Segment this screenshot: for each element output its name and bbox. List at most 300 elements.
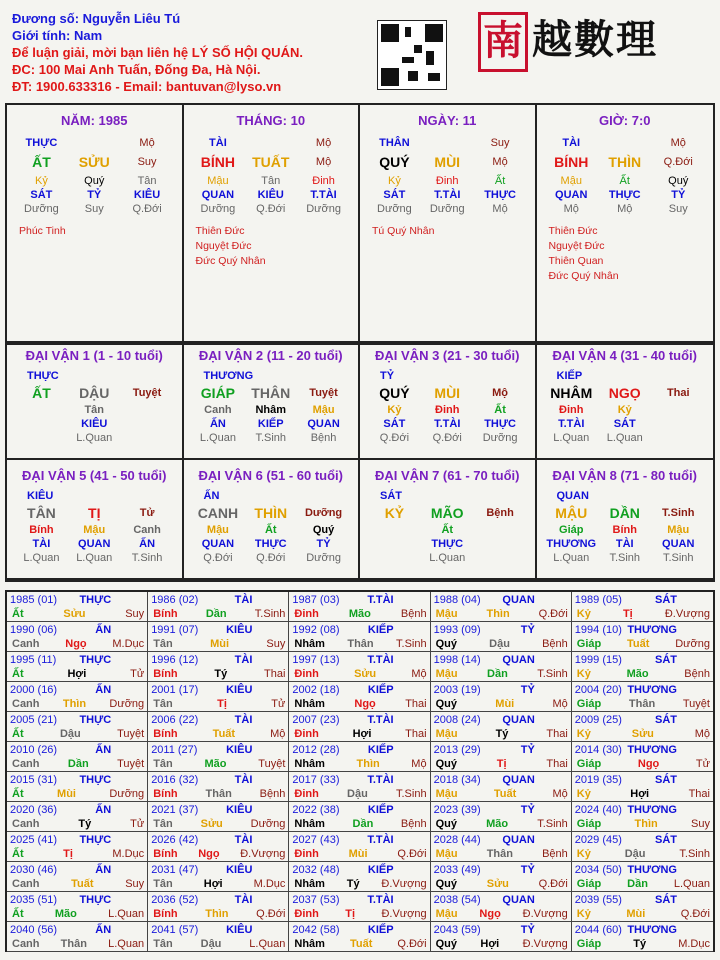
luck-stem-branch: THÌN — [254, 505, 288, 521]
year-pillar-row — [577, 817, 710, 831]
year-cell — [572, 652, 713, 682]
year-god: THỰC — [79, 654, 112, 666]
luck-hidden-god: THỰC — [431, 538, 464, 550]
year-god: THƯƠNG — [627, 924, 677, 936]
year-pillar-row — [153, 667, 285, 681]
year-cell — [431, 682, 572, 712]
year-label: 1985 (01) — [10, 594, 58, 606]
luck-hidden-row — [184, 403, 359, 417]
pillar-hidden-stem: Tân — [261, 175, 281, 187]
pillar-stem-branch: ẤT — [32, 154, 51, 170]
year-cell — [7, 742, 148, 772]
year-state: Tuyệt — [117, 758, 145, 770]
year-cell — [7, 832, 148, 862]
year-state: Bệnh — [400, 818, 427, 830]
year-label: 1986 (02) — [151, 594, 199, 606]
pillar-stem-branch: Suy — [137, 156, 157, 168]
year-cell — [289, 682, 430, 712]
year-state: L.Quan — [108, 938, 145, 950]
luck-period-title: ĐẠI VẬN 6 (51 - 60 tuổi) — [198, 468, 343, 483]
pillar-stem-branch-row — [537, 152, 714, 172]
luck-stem-branch: NHÂM — [550, 385, 593, 401]
year-label: 2000 (16) — [10, 684, 58, 696]
pillar-hidden-god: QUAN — [201, 189, 235, 201]
luck-hidden-stem: Bính — [29, 524, 54, 536]
year-stem: Quý — [435, 638, 457, 650]
pillar-hidden-gods-row — [7, 188, 182, 202]
pillar-gods-row — [360, 136, 535, 150]
year-branch: Tuất — [349, 938, 373, 950]
year-label: 2012 (28) — [292, 744, 340, 756]
luck-hidden-stem — [121, 403, 174, 417]
pillar-hidden-god: TỶ — [671, 189, 686, 201]
pillar-state: Suy — [84, 203, 104, 215]
year-pillar-row — [577, 757, 710, 771]
year-state: Đ.Vượng — [240, 848, 286, 860]
pillar-gods-row — [184, 136, 359, 150]
pillar-hidden-god: KIÊU — [257, 189, 284, 201]
year-pillar-row — [577, 847, 710, 861]
year-branch: Mão — [486, 818, 509, 830]
year-god: ẤN — [95, 684, 112, 696]
luck-hidden-god: QUAN — [307, 418, 340, 430]
year-stem: Đinh — [294, 608, 319, 620]
pillar-god: THÂN — [379, 137, 410, 149]
luck-stem-branch: Dưỡng — [304, 507, 343, 519]
luck-hidden-stem: Tân — [84, 404, 105, 416]
year-pillar-row — [577, 637, 710, 651]
pillar-title: NGÀY: 11 — [418, 113, 477, 128]
year-state: Q.Đới — [538, 878, 568, 890]
year-state: Tuyệt — [682, 698, 710, 710]
year-stem: Quý — [435, 698, 457, 710]
year-branch: Hợi — [630, 788, 650, 800]
year-stem: Đinh — [294, 908, 319, 920]
luck-hidden-god: QUAN — [78, 538, 111, 550]
pillar-stem-branch: Mộ — [315, 156, 332, 168]
year-branch: Dậu — [489, 638, 510, 650]
year-state: M.Dục — [112, 638, 145, 650]
year-branch: Tị — [496, 758, 507, 770]
year-pillar-row — [577, 907, 710, 921]
luck-hidden-gods-row — [7, 537, 182, 551]
year-cell — [148, 592, 289, 622]
year-label: 1997 (13) — [292, 654, 340, 666]
year-branch: Thân — [347, 638, 374, 650]
luck-states-row — [184, 551, 359, 565]
year-label: 2026 (42) — [151, 834, 199, 846]
year-cell — [7, 592, 148, 622]
year-state: Tuyệt — [258, 758, 286, 770]
year-branch: Mùi — [495, 698, 515, 710]
pillar-hidden-row — [184, 174, 359, 188]
luck-hidden-god: THƯƠNG — [546, 538, 597, 550]
year-god: KIẾP — [367, 804, 394, 816]
year-god: SÁT — [654, 594, 677, 606]
year-stem: Mậu — [435, 848, 458, 860]
year-state: Tử — [695, 758, 710, 770]
luck-hidden-gods-row — [360, 537, 535, 551]
year-stem: Bính — [153, 608, 178, 620]
pillar-hidden-stem: Đinh — [312, 175, 335, 187]
year-god: TỶ — [520, 924, 535, 936]
luck-hidden-god — [368, 537, 421, 551]
year-pillar-row — [294, 727, 426, 741]
luck-stem-branch: Bệnh — [486, 507, 514, 519]
year-branch: Tuất — [71, 878, 94, 890]
year-label: 2042 (58) — [292, 924, 340, 936]
luck-stem-branch-row — [7, 503, 182, 523]
luck-hidden-stem: Nhâm — [255, 404, 287, 416]
pillar-star: Tú Quý Nhân — [372, 225, 435, 237]
pillar-stars — [7, 216, 182, 239]
luck-period-god: KIẾP — [556, 370, 583, 382]
year-god: TỶ — [520, 744, 535, 756]
year-label: 2024 (40) — [574, 804, 622, 816]
year-god: THƯƠNG — [627, 744, 677, 756]
year-stem: Kỷ — [576, 848, 591, 860]
luck-states-row — [184, 431, 359, 445]
year-pillar-row — [577, 697, 710, 711]
year-cell — [572, 802, 713, 832]
year-state: M.Dục — [253, 878, 286, 890]
year-state: Bệnh — [542, 638, 568, 650]
year-god: QUAN — [502, 594, 535, 606]
luck-stem-branch: CANH — [197, 505, 239, 521]
year-state: Đ.Vượng — [664, 608, 710, 620]
year-pillar-row — [294, 607, 426, 621]
year-pillar-row — [436, 937, 568, 951]
year-cell — [289, 712, 430, 742]
year-state: Thai — [546, 728, 568, 740]
year-stem: Canh — [12, 878, 40, 890]
luck-state: L.Quan — [553, 552, 590, 564]
luck-hidden-stem: Ất — [441, 524, 454, 536]
pillar-star: Đức Quý Nhân — [195, 255, 266, 267]
year-label: 2015 (31) — [10, 774, 58, 786]
year-label: 2001 (17) — [151, 684, 199, 696]
year-god: T.TÀI — [367, 594, 394, 606]
year-pillar-row — [294, 697, 426, 711]
year-pillar-row — [436, 787, 568, 801]
year-cell — [431, 862, 572, 892]
luck-hidden-row — [7, 523, 182, 537]
year-pillar-row — [153, 637, 285, 651]
year-label: 2018 (34) — [433, 774, 481, 786]
year-god: T.TÀI — [367, 834, 394, 846]
luck-state — [652, 431, 706, 445]
luck-stem-branch: QUÝ — [379, 385, 410, 401]
year-god: TÀI — [234, 774, 253, 786]
year-state: Q.Đới — [256, 908, 286, 920]
year-pillar-row — [153, 907, 285, 921]
year-branch: Mùi — [57, 788, 76, 800]
year-pillar-row — [12, 637, 144, 651]
year-label: 2043 (59) — [433, 924, 481, 936]
luck-state: T.Sinh — [255, 432, 287, 444]
owner-info — [12, 10, 303, 95]
year-stem: Nhâm — [294, 878, 325, 890]
year-label: 1987 (03) — [292, 594, 340, 606]
luck-hidden-stem: Mậu — [206, 524, 229, 536]
year-label: 2007 (23) — [292, 714, 340, 726]
year-cell — [148, 622, 289, 652]
year-cell — [431, 772, 572, 802]
year-label: 2032 (48) — [292, 864, 340, 876]
year-pillar-row — [294, 637, 426, 651]
year-god: ẤN — [95, 624, 112, 636]
year-pillar-row — [153, 817, 285, 831]
pillar-state: Dưỡng — [377, 203, 412, 215]
year-god: TỶ — [520, 804, 535, 816]
pillar-cell — [537, 105, 714, 343]
year-cell — [572, 832, 713, 862]
pillar-hidden-gods-row — [184, 188, 359, 202]
year-cell — [572, 772, 713, 802]
pillar-hidden-stem: Ất — [619, 175, 630, 187]
year-god: THƯƠNG — [627, 864, 677, 876]
luck-hidden-stem: Mậu — [667, 524, 690, 536]
year-god: QUAN — [502, 774, 535, 786]
luck-state: Q.Đới — [432, 432, 462, 444]
luck-stem-branch-row — [537, 503, 714, 523]
year-stem: Đinh — [294, 848, 319, 860]
luck-hidden-stem: Ất — [264, 524, 277, 536]
year-stem: Kỷ — [576, 788, 591, 800]
year-state: Dưỡng — [250, 818, 286, 830]
year-stem: Đinh — [294, 788, 319, 800]
year-branch: Ngọ — [354, 698, 376, 710]
year-branch: Hợi — [203, 878, 223, 890]
luck-hidden-stem: Canh — [204, 404, 232, 416]
year-god: T.TÀI — [367, 654, 394, 666]
year-pillar-row — [12, 607, 144, 621]
year-cell — [7, 712, 148, 742]
year-stem: Ất — [12, 668, 24, 680]
luck-states-row — [537, 551, 714, 565]
brand-seal-logo: 南 — [478, 12, 528, 72]
year-pillar-row — [436, 667, 568, 681]
year-pillar-row — [12, 937, 144, 951]
year-branch: Ngọ — [198, 848, 220, 860]
pillar-stars — [184, 216, 359, 269]
luck-hidden-god: TÀI — [615, 538, 634, 550]
year-stem: Tân — [153, 878, 173, 890]
year-label: 2020 (36) — [10, 804, 58, 816]
year-label: 2003 (19) — [433, 684, 481, 696]
year-pillar-row — [12, 697, 144, 711]
pillar-hidden-row — [360, 174, 535, 188]
year-state: Bệnh — [259, 788, 286, 800]
luck-period-cell — [537, 340, 714, 460]
year-label: 2039 (55) — [574, 894, 622, 906]
year-god: SÁT — [654, 894, 677, 906]
year-pillar-row — [153, 757, 285, 771]
year-cell — [572, 592, 713, 622]
year-state: Đ.Vượng — [522, 908, 568, 920]
year-branch: Dậu — [624, 848, 646, 860]
year-cell — [431, 922, 572, 952]
luck-stem-branch: MẬU — [555, 505, 588, 521]
year-state: M.Dục — [678, 938, 710, 950]
year-cell — [572, 712, 713, 742]
pillar-hidden-god: KIÊU — [133, 189, 161, 201]
luck-hidden-god: SÁT — [613, 418, 636, 430]
pillar-god: Mộ — [139, 137, 155, 149]
year-pillar-row — [577, 787, 710, 801]
year-branch: Tý — [495, 728, 509, 740]
year-stem: Đinh — [294, 728, 319, 740]
luck-stem-branch-row — [184, 503, 359, 523]
luck-hidden-stem — [652, 403, 706, 417]
pillar-state: Dưỡng — [429, 203, 465, 215]
year-pillar-row — [153, 847, 285, 861]
year-pillar-row — [153, 877, 285, 891]
year-branch: Mão — [348, 608, 371, 620]
luck-period-god: THƯƠNG — [203, 370, 254, 382]
luck-state: T.Sinh — [131, 552, 163, 564]
year-god: ẤN — [95, 924, 112, 936]
luck-stem-branch: Mộ — [492, 387, 509, 399]
year-pillar-row — [294, 667, 426, 681]
year-branch: Dần — [67, 758, 89, 770]
year-cell — [431, 832, 572, 862]
year-god: SÁT — [654, 774, 677, 786]
year-label: 2008 (24) — [433, 714, 481, 726]
year-stem: Mậu — [435, 728, 458, 740]
pillar-cell — [184, 105, 361, 343]
year-pillar-row — [294, 757, 426, 771]
year-branch: Tý — [633, 938, 647, 950]
year-branch: Tị — [217, 698, 227, 710]
year-branch: Dần — [487, 668, 508, 680]
year-stem: Bính — [153, 788, 178, 800]
year-stem: Tân — [153, 758, 173, 770]
year-god: SÁT — [654, 654, 677, 666]
year-branch: Thân — [60, 938, 87, 950]
year-cell — [431, 802, 572, 832]
year-god: THƯƠNG — [627, 804, 677, 816]
year-god: QUAN — [502, 714, 535, 726]
year-branch: Mão — [626, 668, 649, 680]
luck-stem-branch: Tử — [139, 507, 155, 519]
year-stem: Quý — [435, 938, 457, 950]
year-state: M.Dục — [112, 848, 145, 860]
pillar-hidden-row — [537, 174, 714, 188]
year-stem: Ất — [12, 728, 24, 740]
luck-hidden-god: TỶ — [316, 538, 331, 550]
luck-states-row — [360, 431, 535, 445]
luck-hidden-gods-row — [184, 417, 359, 431]
year-state: Dưỡng — [109, 698, 145, 710]
luck-state: T.Sinh — [662, 552, 694, 564]
luck-hidden-god: T.TÀI — [558, 418, 585, 430]
year-label: 2036 (52) — [151, 894, 199, 906]
year-god: SÁT — [654, 714, 677, 726]
qr-code-icon — [377, 20, 447, 90]
year-branch: Thân — [628, 698, 656, 710]
year-pillar-row — [153, 697, 285, 711]
year-state: Bệnh — [684, 668, 710, 680]
year-stem: Bính — [153, 848, 178, 860]
luck-period-title: ĐẠI VẬN 2 (11 - 20 tuổi) — [198, 348, 343, 363]
year-stem: Giáp — [576, 638, 602, 650]
year-branch: Sửu — [354, 668, 377, 680]
year-branch: Tý — [214, 668, 228, 680]
luck-stem-branch: KỶ — [384, 505, 405, 521]
pillar-stem-branch: BÍNH — [200, 154, 236, 170]
year-pillar-row — [12, 877, 144, 891]
year-god: KIÊU — [226, 924, 253, 936]
year-stem: Canh — [12, 938, 40, 950]
year-cell — [148, 682, 289, 712]
year-god: THỰC — [79, 714, 112, 726]
pillar-star: Phúc Tinh — [19, 225, 66, 237]
year-pillar-row — [436, 607, 568, 621]
year-cell — [572, 742, 713, 772]
year-god: THỰC — [79, 894, 112, 906]
year-pillar-row — [436, 817, 568, 831]
year-cell — [572, 622, 713, 652]
year-god: THỰC — [79, 594, 112, 606]
pillar-hidden-god: T.TÀI — [310, 189, 337, 201]
year-state: Suy — [125, 608, 145, 620]
year-stem: Kỷ — [576, 608, 591, 620]
year-stem: Giáp — [576, 878, 602, 890]
pillar-states-row — [184, 202, 359, 216]
year-branch: Hợi — [67, 668, 87, 680]
year-label: 1994 (10) — [574, 624, 622, 636]
year-cell — [148, 712, 289, 742]
year-label: 1999 (15) — [574, 654, 622, 666]
year-cell — [431, 712, 572, 742]
year-cell — [431, 742, 572, 772]
year-state: Q.Đới — [680, 908, 710, 920]
year-cell — [148, 922, 289, 952]
year-god: KIẾP — [367, 744, 394, 756]
year-pillar-row — [153, 607, 285, 621]
luck-periods-grid — [5, 340, 715, 582]
year-pillar-row — [436, 757, 568, 771]
luck-stem-branch-row — [360, 383, 535, 403]
pillar-title: NĂM: 1985 — [61, 113, 128, 128]
pillar-state: Dưỡng — [24, 203, 59, 215]
year-stem: Bính — [153, 908, 178, 920]
year-stem: Quý — [435, 818, 457, 830]
luck-period-title: ĐẠI VẬN 8 (71 - 80 tuổi) — [552, 468, 697, 483]
pillar-god — [421, 136, 474, 150]
pillar-hidden-god: SÁT — [383, 189, 406, 201]
year-god: TÀI — [234, 894, 253, 906]
year-label: 2002 (18) — [292, 684, 340, 696]
year-state: Bệnh — [542, 848, 568, 860]
year-state: L.Quan — [108, 908, 145, 920]
luck-hidden-stem — [15, 403, 68, 417]
year-pillar-row — [577, 877, 710, 891]
year-branch: Thân — [486, 848, 513, 860]
pillar-hidden-stem: Đinh — [435, 175, 459, 187]
luck-stem-branch-row — [360, 503, 535, 523]
year-cell — [7, 682, 148, 712]
year-god: THỰC — [79, 774, 112, 786]
year-branch: Tị — [63, 848, 73, 860]
luck-hidden-god: THỰC — [254, 538, 287, 550]
year-label: 2016 (32) — [151, 774, 199, 786]
year-label: 2034 (50) — [574, 864, 622, 876]
year-label: 2010 (26) — [10, 744, 58, 756]
contact-phone-email: ĐT: 1900.633316 - Email: bantuvan@lyso.vn — [12, 79, 282, 94]
year-god: T.TÀI — [367, 774, 394, 786]
